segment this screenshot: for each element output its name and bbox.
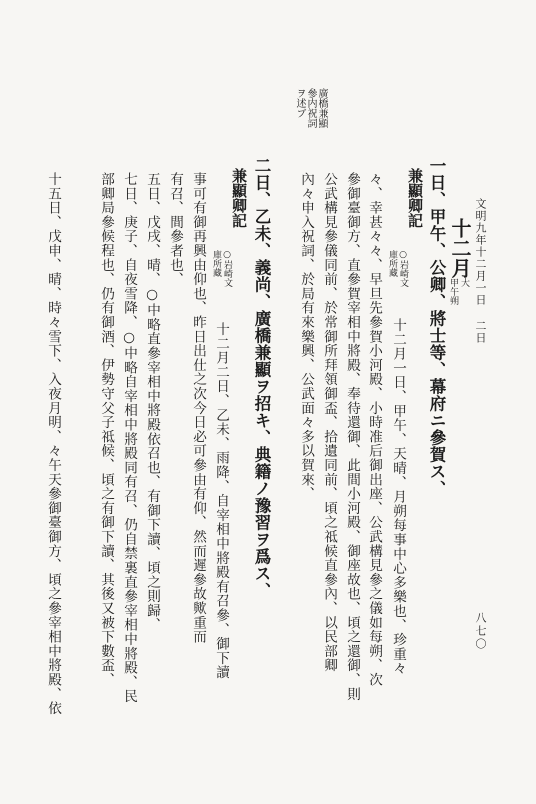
body-line: 五日、戊戌、晴、○中略直參宰相中將殿依召也、有御下讀、頃之則歸、 bbox=[144, 172, 160, 632]
source-note-line: ○岩崎文 bbox=[222, 250, 232, 287]
body-line: 十五日、戊申、晴、時々雪下、入夜月明、々午天參御臺御方、頃之參宰相中將殿、依 bbox=[45, 172, 61, 716]
body-line: 々、幸甚々々、早旦先參賀小河殿、小時准后御出座、公武構見參之儀如每朔、次 bbox=[366, 172, 382, 687]
source-note-line: 庫所藏 bbox=[387, 250, 397, 277]
body-line: 部卿局參候程也、仍有御酒、伊勢守父子祗候、頃之有御下讀、其後又被下數盃、 bbox=[98, 172, 114, 687]
body-line: 有召、間參者也、 bbox=[167, 172, 183, 287]
month-title: 十二月 bbox=[448, 218, 472, 278]
page-number: 八七〇 bbox=[474, 612, 487, 651]
month-cyclical: 甲午朔 bbox=[448, 278, 458, 305]
margin-note-line: ヲ述ブ bbox=[294, 88, 305, 118]
month-size: 大 bbox=[459, 278, 469, 287]
body-line: 十二月一日、甲午、天晴、月朔每事中心多樂也、珍重々 bbox=[390, 318, 406, 676]
entry-heading: 一日、甲午、公卿、將士等、幕府ニ參賀ス、 bbox=[427, 157, 446, 497]
margin-note-line: 參内祝詞 bbox=[305, 88, 316, 128]
entry-heading: 二日、乙未、義尚、廣橋兼顯ヲ招キ、典籍ノ豫習ヲ爲ス、 bbox=[252, 157, 271, 599]
body-line: 公武構見參儀同前、於常御所拜領御盃、拾遺同前、頃之祗候直參內、以民部卿 bbox=[321, 172, 337, 673]
margin-note-line: 廣橋兼顯 bbox=[316, 88, 327, 128]
body-line: 十二月二日、乙未、雨降、自宰相中將殿有召參、御下讀 bbox=[213, 322, 229, 680]
source-title: 兼顯卿記 bbox=[406, 168, 424, 228]
body-line: 七日、庚子、自夜雪降、○中略自宰相中將殿同有召、仍自禁裏直參宰相中將殿、民 bbox=[121, 172, 137, 704]
source-note-line: ○岩崎文 bbox=[398, 250, 408, 287]
running-title: 文明九年十二月一日 二日 bbox=[474, 198, 487, 344]
body-line: 事可有御再興由仰也、昨日出仕之次今日必可參由有仰、然而遲參故歟重而 bbox=[190, 172, 206, 644]
source-title: 兼顯卿記 bbox=[230, 168, 248, 228]
body-line: 內々申入祝詞、於局有來樂興、公武面々多以賀來、 bbox=[298, 172, 314, 501]
body-line: 參御臺御方、直參賀宰相中將殿、奉待還御、此間小河殿、御座故也、頃之還御、則 bbox=[344, 172, 360, 702]
source-note-line: 庫所藏 bbox=[211, 250, 221, 277]
